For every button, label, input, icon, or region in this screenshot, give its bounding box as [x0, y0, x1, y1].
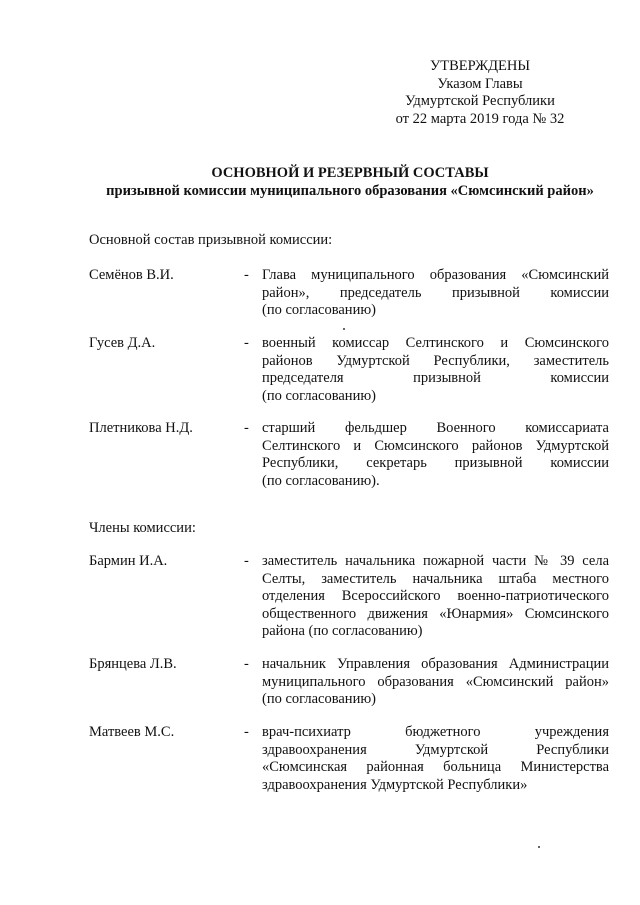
- approval-line-3: Удмуртской Республики: [405, 93, 555, 109]
- description-line: врач-психиатр бюджетного учреждения: [262, 724, 609, 740]
- member-name: Матвеев М.С.: [89, 724, 175, 740]
- description-line: муниципального образования «Сюмсинский район»: [262, 673, 609, 690]
- description-line: (по согласованию): [262, 302, 376, 318]
- description-line: Республики, секретарь призывной комиссии: [262, 455, 609, 471]
- description-line: «Сюмсинская районная больница Министерства: [262, 759, 609, 775]
- main-section-label: Основной состав призывной комиссии:: [89, 232, 333, 248]
- member-dash: -: [244, 335, 249, 351]
- description-line: (по согласованию).: [262, 472, 380, 489]
- description-line: общественного движения «Юнармия» Сюмсинского: [262, 605, 609, 622]
- member-name: Гусев Д.А.: [89, 335, 156, 351]
- description-line: отделения Всероссийского военно-патриотического: [262, 588, 609, 604]
- description-line: Селтинского и Сюмсинского районов Удмуртской: [262, 437, 609, 454]
- member-name: Бармин И.А.: [89, 553, 168, 569]
- member-dash: -: [244, 656, 249, 672]
- description-line: здравоохранения Удмуртской Республики»: [262, 776, 528, 793]
- description-line: района (по согласованию): [262, 623, 423, 639]
- member-dash: -: [244, 553, 249, 569]
- member-description: [262, 724, 609, 794]
- member-dash: -: [244, 267, 249, 283]
- scan-speck: [538, 846, 540, 848]
- member-description: [262, 335, 609, 405]
- description-line: районов Удмуртской Республики, заместитель: [262, 352, 609, 369]
- title-line-1: ОСНОВНОЙ И РЕЗЕРВНЫЙ СОСТАВЫ: [211, 165, 489, 181]
- description-line: председателя призывной комиссии: [262, 370, 609, 386]
- approval-line-1: УТВЕРЖДЕНЫ: [429, 58, 531, 74]
- description-line: старший фельдшер Военного комиссариата: [262, 420, 609, 436]
- member-description: [262, 553, 609, 641]
- approval-stamp: [384, 58, 576, 128]
- member-name: Плетникова Н.Д.: [89, 420, 193, 436]
- member-dash: -: [244, 724, 249, 740]
- members-section-label: Члены комиссии:: [89, 520, 196, 536]
- description-line: заместитель начальника пожарной части № 39 села: [262, 553, 609, 569]
- title-line-2: призывной комиссии муниципального образования «Сюмсинский район»: [106, 182, 594, 199]
- description-line: (по согласованию): [262, 387, 376, 404]
- member-description: [262, 656, 609, 709]
- description-line: военный комиссар Селтинского и Сюмсинского: [262, 335, 609, 351]
- description-line: Селты, заместитель начальника штаба местного: [262, 570, 609, 587]
- document-title: [60, 165, 640, 200]
- member-name: Семёнов В.И.: [89, 267, 174, 283]
- member-name: Брянцева Л.В.: [89, 656, 177, 672]
- member-description: [262, 267, 609, 320]
- approval-line-2: Указом Главы: [437, 75, 523, 92]
- description-line: район», председатель призывной комиссии: [262, 284, 609, 301]
- member-description: [262, 420, 609, 490]
- description-line: здравоохранения Удмуртской Республики: [262, 741, 609, 758]
- member-dash: -: [244, 420, 249, 436]
- approval-line-4: от 22 марта 2019 года № 32: [395, 110, 565, 127]
- description-line: (по согласованию): [262, 691, 376, 707]
- description-line: начальник Управления образования Администрации: [262, 656, 609, 672]
- description-line: Глава муниципального образования «Сюмсинский: [262, 267, 609, 283]
- scan-speck: [343, 328, 345, 330]
